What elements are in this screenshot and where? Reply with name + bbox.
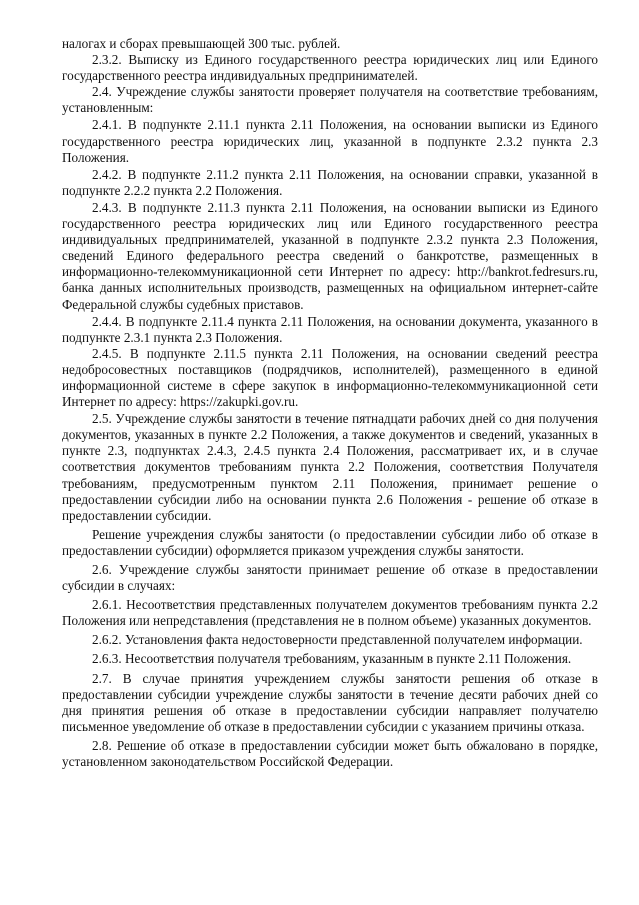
paragraph-taxes-continuation: налогах и сборах превышающей 300 тыс. рублей. [62, 36, 341, 51]
paragraph-2-6-1: 2.6.1. Несоответствия представленных получателем документов требованиям пункта 2.2 Положения или непредставления (представления не в полном объеме) указанных документов. [62, 597, 598, 629]
paragraph-2-4-1: 2.4.1. В подпункте 2.11.1 пункта 2.11 Положения, на основании выписки из Единого государственного реестра юридических лиц, указанной в подпункте 2.3.2 пункта 2.3 Положения. [62, 117, 598, 165]
paragraph-2-5: 2.5. Учреждение службы занятости в течение пятнадцати рабочих дней со дня получения документов, указанных в пункте 2.2 Положения, а также документов и сведений, указанных в пункте 2.3, подпунктах 2.4.3, 2.4.5 пункта 2.4 Положения, рассматривает их, и в случае соответствия документов требованиям пункта 2.2 Положения, соответствия Получателя требованиям, предусмотренным пунктом 2.11 Положения, принимает решение о предоставлении субсидии либо на основании пункта 2.6 Положения - решение об отказе в предоставлении субсидии. [62, 411, 598, 523]
paragraph-2-6: 2.6. Учреждение службы занятости принимает решение об отказе в предоставлении субсидии в случаях: [62, 562, 598, 594]
paragraph-2-7: 2.7. В случае принятия учреждением службы занятости решения об отказе в предоставлении субсидии учреждение службы занятости в течение десяти рабочих дней со дня принятия решения об отказе в предоставлении субсидии направляет получателю письменное уведомление об отказе в предоставлении субсидии с указанием причины отказа. [62, 670, 598, 734]
paragraph-2-4: 2.4. Учреждение службы занятости проверяет получателя на соответствие требованиям, установленным: [62, 84, 598, 116]
paragraph-2-8: 2.8. Решение об отказе в предоставлении субсидии может быть обжаловано в порядке, установленном законодательством Российской Федерации. [62, 737, 598, 770]
paragraph-2-6-2: 2.6.2. Установления факта недостоверности представленной получателем информации. [92, 632, 583, 648]
paragraph-2-3-2: 2.3.2. Выписку из Единого государственного реестра юридических лиц или Единого государственного реестра индивидуальных предпринимателей. [62, 52, 598, 84]
paragraph-2-4-4: 2.4.4. В подпункте 2.11.4 пункта 2.11 Положения, на основании документа, указанного в подпункте 2.3.1 пункта 2.3 Положения. [62, 313, 598, 345]
paragraph-decision-order: Решение учреждения службы занятости (о предоставлении субсидии либо об отказе в предоставлении субсидии) оформляется приказом учреждения службы занятости. [62, 526, 598, 558]
paragraph-2-4-5: 2.4.5. В подпункте 2.11.5 пункта 2.11 Положения, на основании сведений реестра недобросовестных поставщиков (подрядчиков, исполнителей), размещенного в единой информационной системе в сфере закупок в информационно-телекоммуникационной сети Интернет по адресу: https://zakupki.gov.ru. [62, 345, 598, 410]
document-page [62, 36, 598, 770]
paragraph-2-6-3: 2.6.3. Несоответствия получателя требованиям, указанным в пункте 2.11 Положения. [92, 651, 572, 667]
paragraph-2-4-3: 2.4.3. В подпункте 2.11.3 пункта 2.11 Положения, на основании выписки из Единого государственного реестра юридических лиц или Единого государственного реестра индивидуальных предпринимателей, указанной в подпункте 2.3.2 пункта 2.3 Положения, сведений Единого федерального реестра сведений о банкротстве, размещенных в информационно-телекоммуникационной сети Интернет по адресу: http://bankrot.fedresurs.ru, банка данных исполнительных производств, размещенных на официальном интернет-сайте Федеральной службы судебных приставов. [62, 199, 598, 312]
paragraph-2-4-2: 2.4.2. В подпункте 2.11.2 пункта 2.11 Положения, на основании справки, указанной в подпункте 2.2.2 пункта 2.2 Положения. [62, 166, 598, 198]
